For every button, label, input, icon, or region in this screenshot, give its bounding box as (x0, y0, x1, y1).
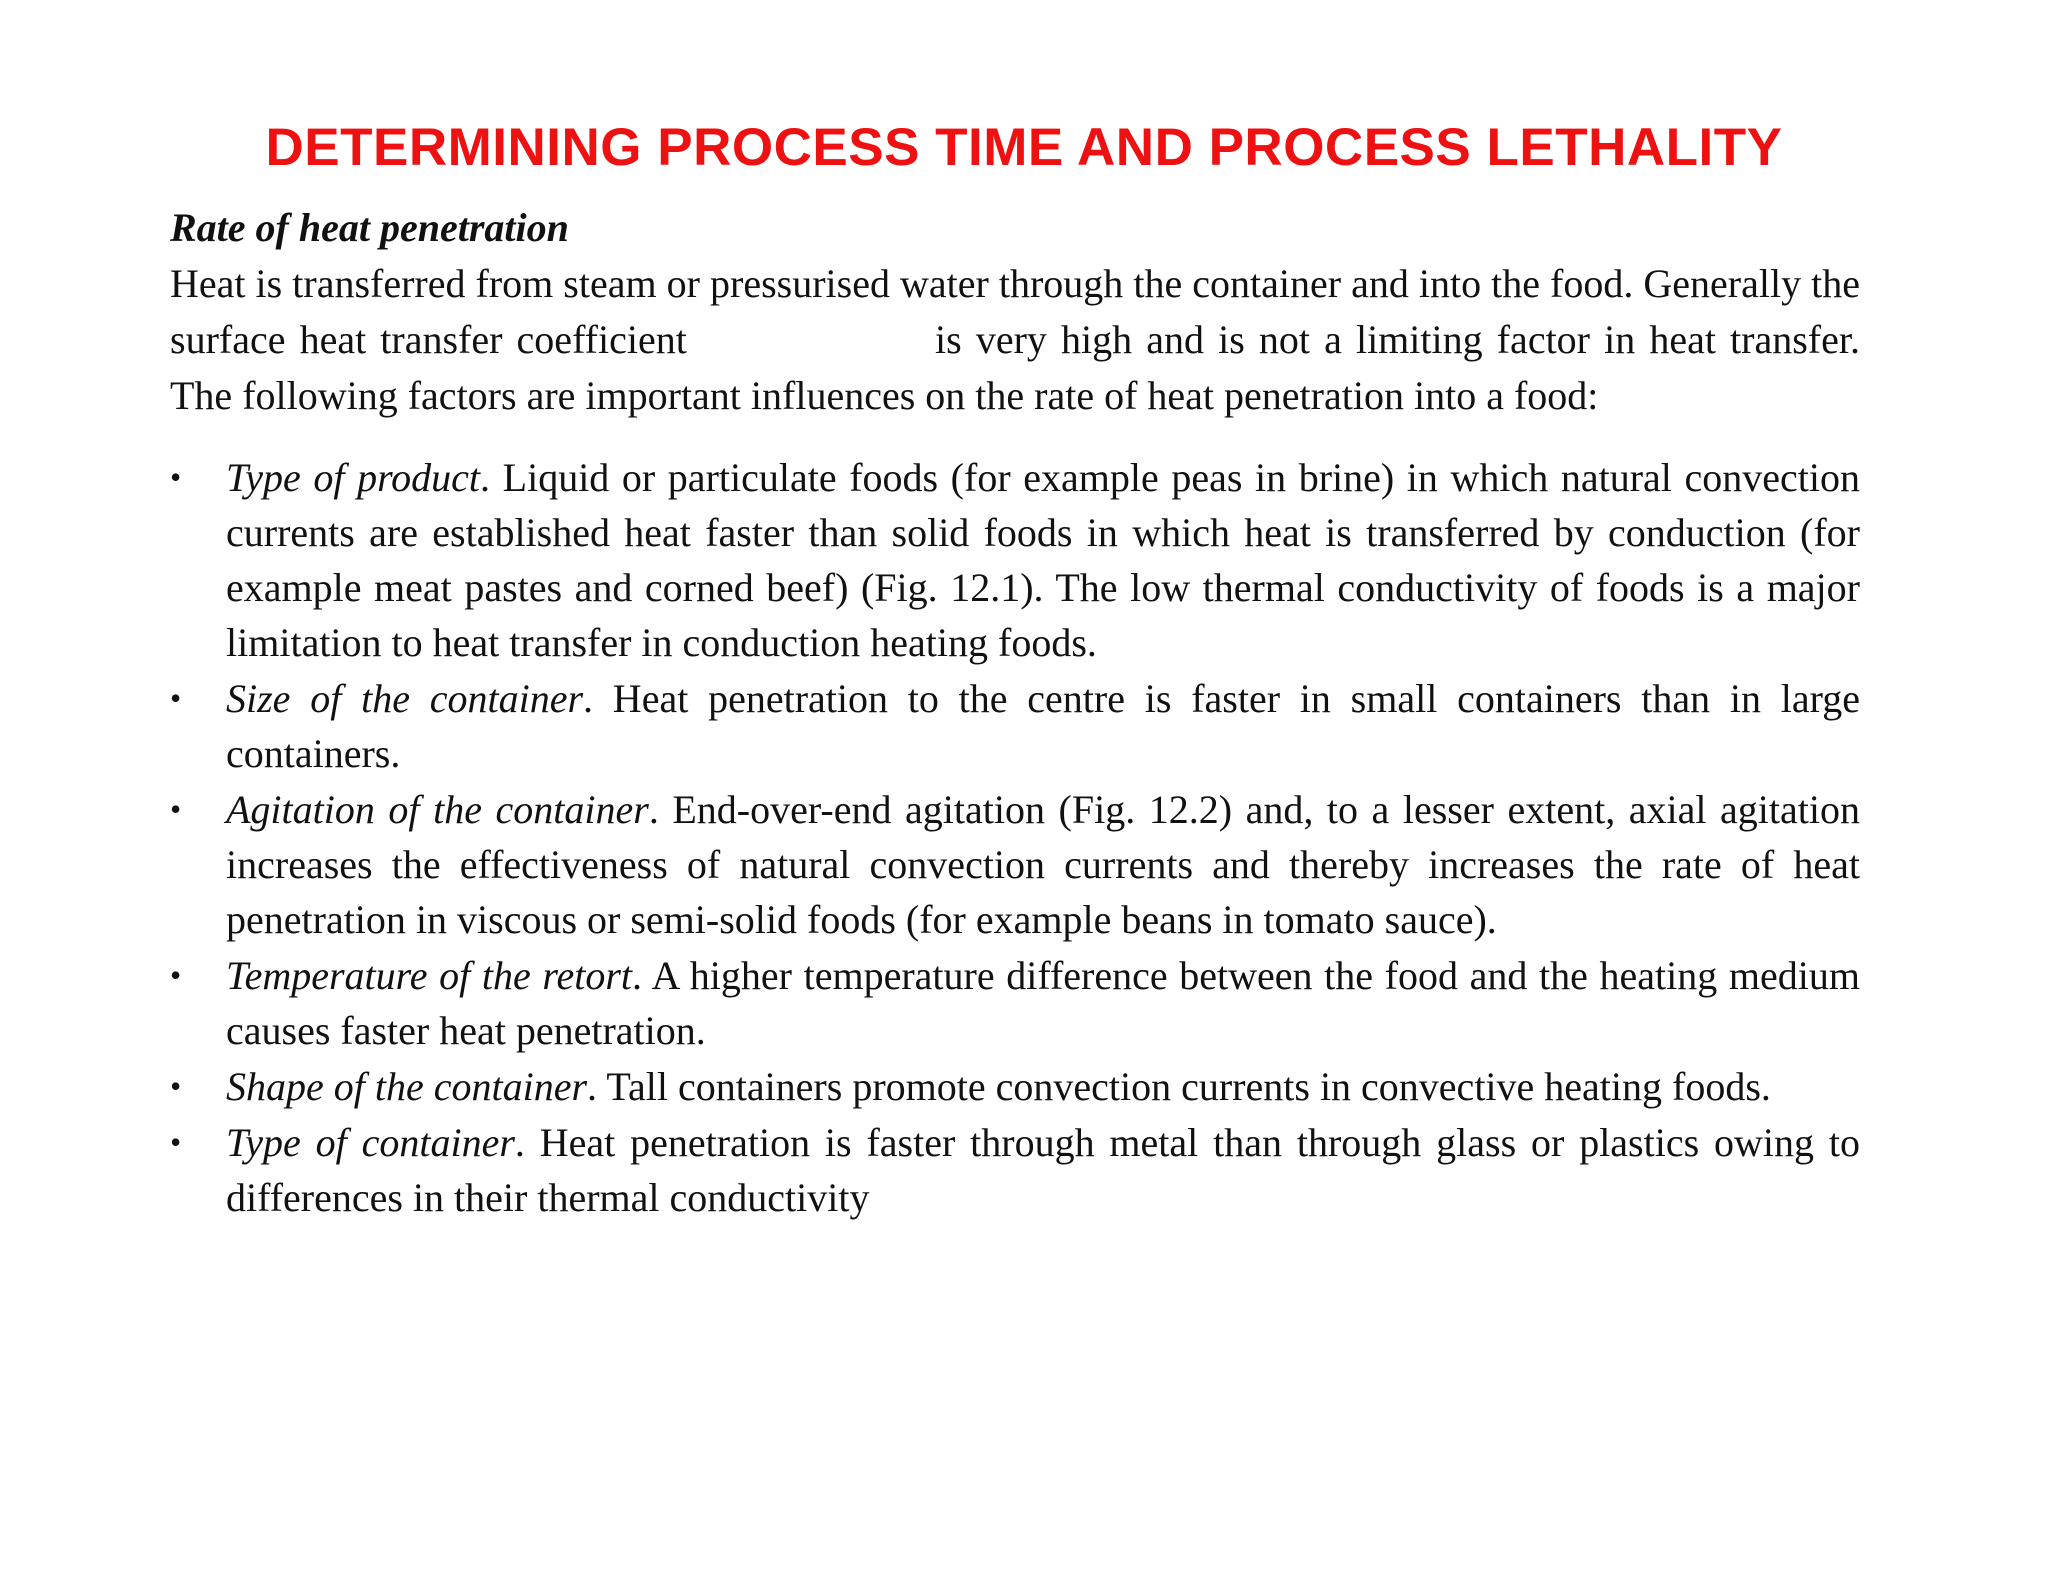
page-title: DETERMINING PROCESS TIME AND PROCESS LETHALITY (265, 118, 1783, 177)
bullet-icon: • (170, 1068, 182, 1104)
bullet-icon: • (170, 791, 182, 827)
bullet-icon: • (170, 957, 182, 993)
factor-name: Temperature of the retort (226, 953, 633, 998)
factor-text: . Liquid or particulate foods (for example peas in brine) in which natural convection currents are established heat faster than solid foods in which heat is transferred by conduction (for example meat pastes and corned beef) (Fig. 12.1). The low thermal conductivity of foods is a major limitation to heat transfer in conduction heating foods. (226, 455, 1860, 665)
factor-name: Type of container (226, 1120, 515, 1165)
factor-item-agitation-of-container (170, 782, 1860, 947)
factor-item-temperature-of-retort (170, 948, 1860, 1058)
factor-name: Type of product (226, 455, 481, 500)
factor-item-shape-of-container (170, 1059, 1860, 1114)
factor-text: . Heat penetration is faster through metal than through glass or plastics owing to differences in their thermal conductivity (226, 1120, 1861, 1220)
intro-text-part1: Heat is transferred from steam or pressurised water through the container and into the food. Generally the surface heat transfer coefficient (170, 261, 1860, 362)
document-body (170, 200, 1860, 1226)
bullet-icon: • (170, 459, 182, 495)
factor-text: . A higher temperature difference between the food and the heating medium causes faster heat penetration. (226, 953, 1861, 1053)
factor-name: Agitation of the container (226, 787, 649, 832)
section-heading: Rate of heat penetration (170, 205, 569, 250)
factor-text: . Heat penetration to the centre is faster in small containers than in large containers. (226, 676, 1860, 776)
intro-text-part2: is very high and is not a limiting factor in heat transfer. The following factors are important influences on the rate of heat penetration into a food: (170, 317, 1860, 418)
factor-item-size-of-container (170, 671, 1860, 781)
bullet-icon: • (170, 1124, 182, 1160)
factor-text: . End-over-end agitation (Fig. 12.2) and, to a lesser extent, axial agitation increases the effectiveness of natural convection currents and thereby increases the rate of heat penetration in viscous or semi-solid foods (for example beans in tomato sauce). (226, 787, 1861, 942)
intro-paragraph (170, 256, 1860, 424)
factor-list (170, 450, 1860, 1225)
factor-item-type-of-product (170, 450, 1860, 670)
factor-item-type-of-container (170, 1115, 1860, 1225)
factor-text: . Tall containers promote convection currents in convective heating foods. (587, 1064, 1771, 1109)
factor-name: Shape of the container (226, 1064, 588, 1109)
bullet-icon: • (170, 680, 182, 716)
factor-name: Size of the container (226, 676, 584, 721)
